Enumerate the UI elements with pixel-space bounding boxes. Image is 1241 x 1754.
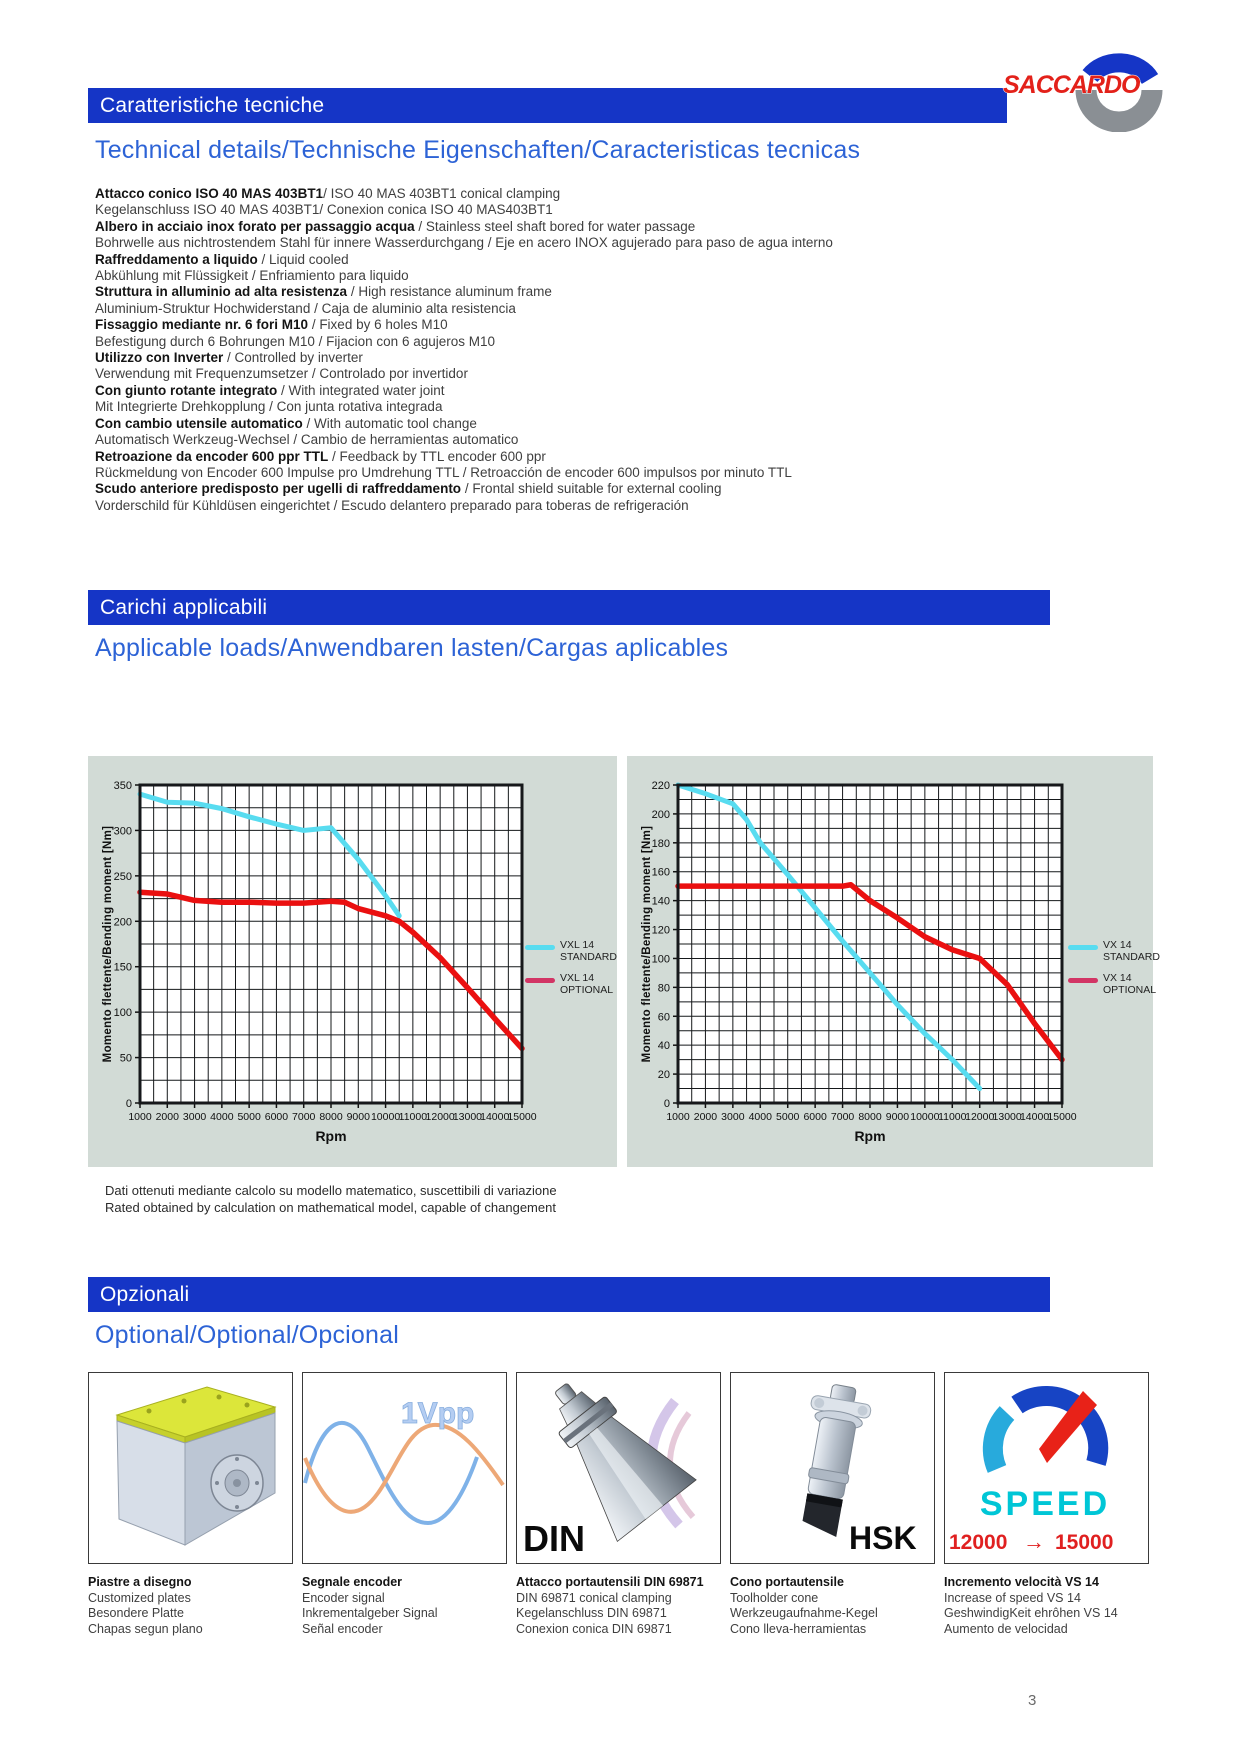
option-card-hsk-cone	[730, 1372, 935, 1564]
svg-text:1000: 1000	[128, 1111, 152, 1123]
svg-text:4000: 4000	[748, 1111, 772, 1123]
y-axis-label: Momento flettente/Bending moment [Nm]	[102, 825, 114, 1063]
technical-details-list	[95, 186, 833, 514]
section-bar-loads-title: Carichi applicabili	[100, 596, 268, 619]
speed-label: SPEED	[979, 1485, 1111, 1523]
detail-item: Raffreddamento a liquido / Liquid cooled Abkühlung mit Flüssigkeit / Enfriamiento para liquido	[95, 251, 409, 284]
svg-text:80: 80	[657, 982, 670, 995]
svg-text:20: 20	[657, 1069, 670, 1082]
chart-disclaimer: Dati ottenuti mediante calcolo su modello matematico, suscettibili di variazione Rated obtained by calculation on mathematical model, capable of changement	[105, 1183, 557, 1215]
svg-text:300: 300	[113, 825, 132, 838]
svg-text:13000: 13000	[452, 1111, 483, 1123]
encoder-signal-image	[303, 1373, 506, 1563]
section-bar-technical-title: Caratteristiche tecniche	[100, 94, 325, 117]
detail-item: Struttura in alluminio ad alta resistenza / High resistance aluminum frame Aluminium-Struktur Hochwiderstand / Caja de aluminio alta resistencia	[95, 284, 552, 316]
svg-text:0: 0	[125, 1098, 132, 1110]
svg-text:8000: 8000	[319, 1111, 343, 1123]
legend-item-optional: VXL 14 OPTIONAL	[525, 972, 620, 996]
caption-din-toolholder: Attacco portautensili DIN 69871 DIN 69871 conical clamping Kegelanschluss DIN 69871 Conexion conica DIN 69871	[516, 1575, 704, 1636]
page-number: 3	[1028, 1692, 1037, 1709]
section-bar-optionals	[88, 1277, 1050, 1312]
svg-text:8000: 8000	[858, 1111, 882, 1123]
detail-item: Scudo anteriore predisposto per ugelli di raffreddamento / Frontal shield suitable for external cooling Vorderschild für Kühldüsen eingerichtet / Escudo delantero preparado para toberas de refrigeración	[95, 481, 722, 513]
svg-text:200: 200	[113, 916, 132, 929]
din-toolholder-image	[517, 1373, 720, 1563]
caption-customized-plates: Piastre a disegno Customized plates Besondere Platte Chapas segun plano	[88, 1575, 203, 1636]
svg-text:13000: 13000	[992, 1111, 1022, 1123]
svg-text:4000: 4000	[210, 1111, 234, 1123]
svg-text:2000: 2000	[693, 1111, 718, 1123]
svg-text:9000: 9000	[346, 1111, 370, 1123]
svg-text:350: 350	[113, 780, 132, 792]
svg-text:10000: 10000	[910, 1111, 940, 1123]
section-bar-optionals-title: Opzionali	[100, 1283, 190, 1306]
detail-item: Attacco conico ISO 40 MAS 403BT1/ ISO 40 MAS 403BT1 conical clamping Kegelanschluss ISO 40 MAS 403BT1/ Conexion conica ISO 40 MAS403BT1	[95, 186, 561, 218]
legend-swatch-standard	[525, 945, 555, 950]
speed-from-value: 12000	[949, 1531, 1008, 1554]
caption-hsk-cone: Cono portautensile Toolholder cone Werkzeugaufnahme-Kegel Cono lleva-herramientas	[730, 1575, 878, 1636]
svg-text:150: 150	[113, 961, 132, 974]
detail-item: Con cambio utensile automatico / With automatic tool change Automatisch Werkzeug-Wechsel / Cambio de herramientas automatico	[95, 415, 519, 448]
svg-text:2000: 2000	[155, 1111, 179, 1123]
svg-text:0: 0	[663, 1098, 670, 1110]
svg-text:3000: 3000	[721, 1111, 745, 1123]
chart-panel-vxl14	[88, 756, 617, 1167]
logo-brand-text: SACCARDO	[1003, 71, 1140, 99]
svg-text:10000: 10000	[370, 1111, 401, 1123]
legend-item-optional: VX 14 OPTIONAL	[1068, 972, 1163, 996]
legend-item-standard: VX 14 STANDARD	[1068, 939, 1163, 963]
loads-subtitle: Applicable loads/Anwendbaren lasten/Cargas aplicables	[95, 634, 729, 662]
detail-item: Albero in acciaio inox forato per passaggio acqua / Stainless steel shaft bored for water passage Bohrwelle aus nichtrostendem Stahl für innere Wasserdurchgang / Eje en acero INOX agujerado para paso de agua interno	[95, 218, 833, 251]
svg-text:60: 60	[657, 1011, 670, 1024]
svg-text:11000: 11000	[398, 1111, 428, 1123]
svg-text:120: 120	[651, 924, 670, 937]
chart-panel-vx14	[627, 756, 1160, 1167]
caption-encoder-signal: Segnale encoder Encoder signal Inkrementalgeber Signal Señal encoder	[302, 1575, 438, 1636]
section-bar-technical	[88, 88, 1007, 123]
svg-text:160: 160	[651, 866, 670, 879]
caption-speed-increase: Incremento velocità VS 14 Increase of speed VS 14 GeshwindigKeit ehrôhen VS 14 Aumento de velocidad	[944, 1575, 1118, 1636]
option-card-encoder-signal	[302, 1372, 507, 1564]
svg-text:14000: 14000	[480, 1111, 510, 1123]
svg-text:12000: 12000	[965, 1111, 995, 1123]
section-bar-loads	[88, 590, 1050, 625]
signal-amplitude-label: 1Vpp	[401, 1397, 475, 1430]
option-card-speed-increase	[944, 1372, 1149, 1564]
gauge-arc-light	[993, 1413, 1007, 1469]
svg-text:12000: 12000	[425, 1111, 455, 1123]
svg-text:40: 40	[657, 1040, 670, 1053]
svg-text:50: 50	[119, 1052, 132, 1065]
speed-to-value: 15000	[1055, 1531, 1114, 1554]
svg-text:220: 220	[651, 780, 670, 792]
speed-increase-image	[945, 1373, 1148, 1563]
svg-text:200: 200	[651, 808, 670, 821]
hsk-label: HSK	[849, 1520, 917, 1556]
svg-text:15000: 15000	[1047, 1111, 1077, 1123]
saccardo-logo-graphic	[1002, 52, 1164, 132]
legend-item-standard: VXL 14 STANDARD	[525, 939, 620, 963]
chart-legend	[525, 939, 620, 1005]
technical-subtitle: Technical details/Technische Eigenschaften/Caracteristicas tecnicas	[95, 136, 861, 164]
option-card-din-toolholder	[516, 1372, 721, 1564]
din-label: DIN	[523, 1518, 585, 1559]
svg-text:250: 250	[113, 870, 132, 883]
svg-text:7000: 7000	[830, 1111, 855, 1123]
svg-text:5000: 5000	[776, 1111, 800, 1123]
svg-text:140: 140	[651, 895, 670, 908]
legend-swatch-optional	[1068, 978, 1098, 983]
detail-item: Utilizzo con Inverter / Controlled by inverter Verwendung mit Frequenzumsetzer / Controlado por invertidor	[95, 350, 468, 382]
svg-text:100: 100	[651, 953, 670, 966]
detail-item: Retroazione da encoder 600 ppr TTL / Feedback by TTL encoder 600 ppr Rückmeldung von Encoder 600 Impulse pro Umdrehung TTL / Retroacción de encoder 600 impulsos por minuto TTL	[95, 448, 792, 480]
svg-text:7000: 7000	[292, 1111, 316, 1123]
option-card-customized-plates	[88, 1372, 293, 1564]
svg-text:6000: 6000	[803, 1111, 827, 1123]
svg-text:9000: 9000	[885, 1111, 910, 1123]
optionals-subtitle: Optional/Optional/Opcional	[95, 1321, 399, 1349]
legend-swatch-standard	[1068, 945, 1098, 950]
detail-item: Fissaggio mediante nr. 6 fori M10 / Fixed by 6 holes M10 Befestigung durch 6 Bohrungen M10 / Fijacion con 6 agujeros M10	[95, 317, 495, 349]
saccardo-logo	[1002, 52, 1164, 132]
svg-text:15000: 15000	[507, 1111, 537, 1123]
svg-text:100: 100	[113, 1007, 132, 1020]
svg-text:3000: 3000	[182, 1111, 207, 1123]
legend-swatch-optional	[525, 978, 555, 983]
y-axis-label: Momento flettente/Bending moment [Nm]	[641, 825, 653, 1063]
x-axis-label: Rpm	[315, 1128, 347, 1144]
x-axis-label: Rpm	[854, 1128, 886, 1144]
svg-text:11000: 11000	[938, 1111, 967, 1123]
svg-text:1000: 1000	[666, 1111, 690, 1123]
svg-text:6000: 6000	[264, 1111, 289, 1123]
svg-text:180: 180	[651, 837, 670, 850]
customized-plates-image	[89, 1373, 292, 1563]
speed-arrow-icon: →	[1023, 1529, 1045, 1554]
svg-text:5000: 5000	[237, 1111, 261, 1123]
chart-legend	[1068, 939, 1163, 1005]
hsk-cone-image	[731, 1373, 934, 1563]
svg-text:14000: 14000	[1019, 1111, 1050, 1123]
detail-item: Con giunto rotante integrato / With integrated water joint Mit Integrierte Drehkopplung / Con junta rotativa integrada	[95, 382, 445, 415]
